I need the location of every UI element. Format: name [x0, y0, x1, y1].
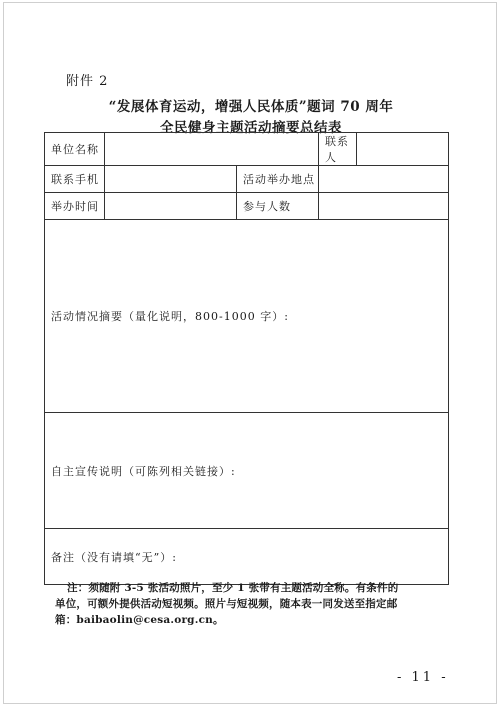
activity-time-label: 举办时间 [45, 193, 105, 220]
unit-name-field[interactable] [105, 133, 319, 166]
unit-name-label: 单位名称 [45, 133, 105, 166]
attachment-label: 附件 2 [66, 74, 109, 89]
form-row-remarks [45, 529, 449, 585]
page-title: “发展体育运动，增强人民体质”题词 70 周年 [108, 99, 394, 115]
contact-person-field[interactable] [357, 133, 449, 166]
contact-phone-field[interactable] [105, 166, 237, 193]
contact-phone-label: 联系手机 [45, 166, 105, 193]
contact-person-label: 联系人 [319, 133, 357, 166]
page-subtitle: 全民健身主题活动摘要总结表 [160, 120, 342, 136]
remarks-label: 备注（没有请填“无”）: [51, 550, 177, 564]
summary-field[interactable] [45, 220, 449, 413]
page-number: - 11 - [397, 670, 449, 685]
participants-label: 参与人数 [237, 193, 319, 220]
footnote-line-1: 注：须随附 3-5 张活动照片，至少 1 张带有主题活动全称。有条件的 [67, 582, 399, 594]
footnote-line-3: 箱：baibaolin@cesa.org.cn。 [55, 614, 224, 626]
activity-location-field[interactable] [319, 166, 449, 193]
activity-location-label: 活动举办地点 [237, 166, 319, 193]
participants-field[interactable] [319, 193, 449, 220]
form-row-publicity [45, 413, 449, 529]
summary-form-table [44, 132, 449, 585]
remarks-field[interactable] [45, 529, 449, 585]
form-row-summary [45, 220, 449, 413]
publicity-label: 自主宣传说明（可陈列相关链接）: [51, 464, 236, 478]
form-row-time [45, 193, 449, 220]
footnote [55, 580, 445, 628]
footnote-line-2: 单位，可额外提供活动短视频。照片与短视频，随本表一同发送至指定邮 [55, 598, 398, 610]
summary-label: 活动情况摘要（量化说明，800-1000 字）: [51, 310, 289, 323]
form-row-contact [45, 166, 449, 193]
publicity-field[interactable] [45, 413, 449, 529]
activity-time-field[interactable] [105, 193, 237, 220]
form-row-unit [45, 133, 449, 166]
